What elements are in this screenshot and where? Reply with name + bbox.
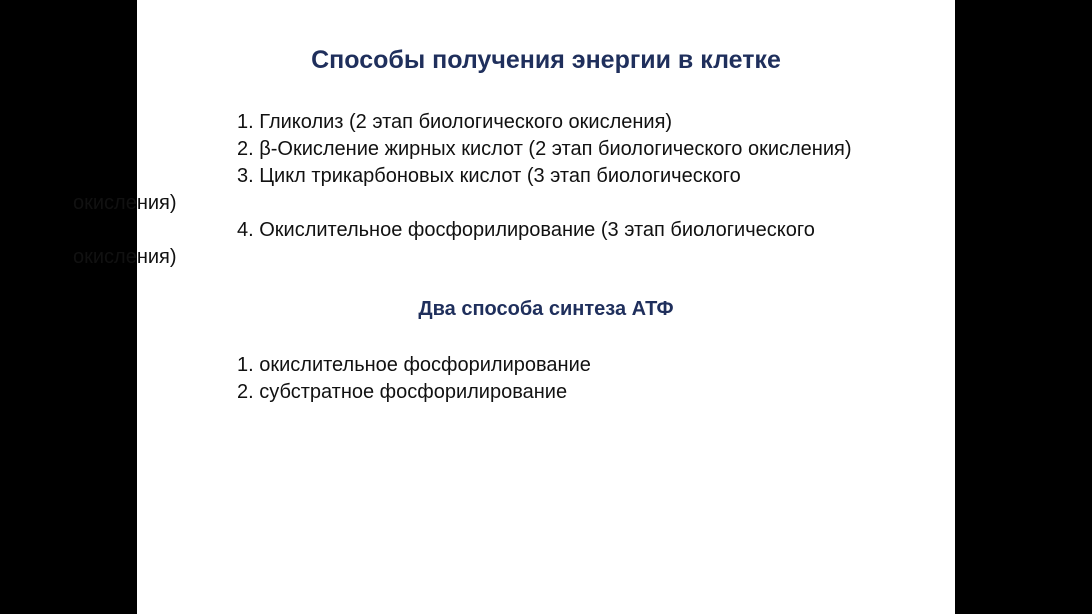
list-item [73, 217, 945, 271]
atp-synthesis-list [155, 352, 945, 406]
list-item: 1. Гликолиз (2 этап биологического окисления) [237, 111, 673, 133]
list-item [73, 163, 945, 217]
list-item: 1. окислительное фосфорилирование [237, 354, 591, 376]
list-item-line: 4. Окислительное фосфорилирование (3 этап биологического [237, 219, 815, 241]
list-item-continuation: окисления) [73, 192, 177, 214]
slide [73, 0, 955, 614]
section-subtitle: Два способа синтеза АТФ [418, 298, 674, 320]
list-item-continuation: окисления) [73, 246, 177, 268]
list-item-line: 3. Цикл трикарбоновых кислот (3 этап биологического [237, 165, 741, 187]
list-item: 2. β-Окисление жирных кислот (2 этап биологического окисления) [237, 138, 852, 160]
energy-methods-list [73, 109, 945, 271]
slide-title: Способы получения энергии в клетке [311, 46, 781, 74]
list-item: 2. субстратное фосфорилирование [237, 381, 568, 403]
